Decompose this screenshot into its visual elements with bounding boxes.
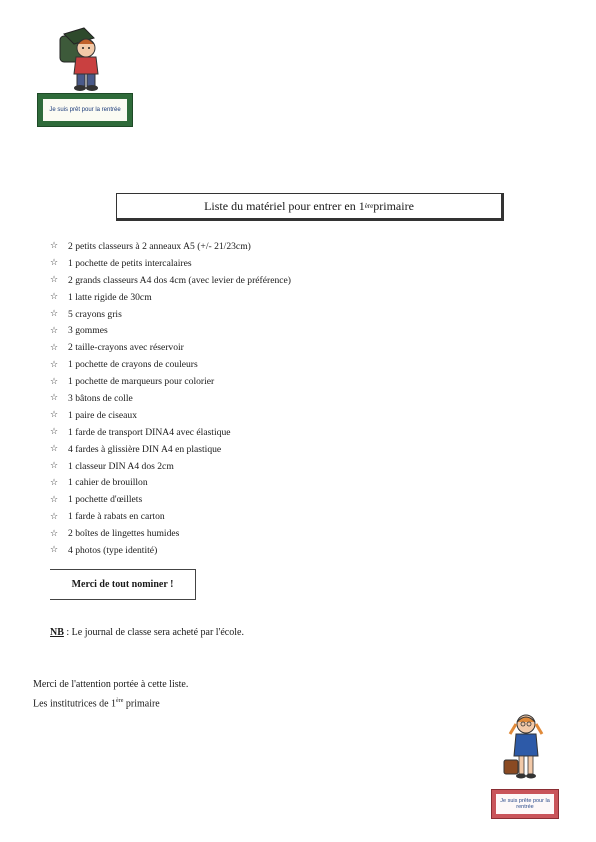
star-icon: ☆ xyxy=(50,342,59,353)
star-icon: ☆ xyxy=(50,376,59,387)
list-item-text: 1 farde de transport DINA4 avec élastique xyxy=(68,426,231,438)
list-item-text: 1 pochette de crayons de couleurs xyxy=(68,359,198,371)
star-icon: ☆ xyxy=(50,292,59,303)
title-sup: ère xyxy=(364,202,374,210)
list-item xyxy=(50,441,291,458)
list-item xyxy=(50,373,291,390)
list-item-text: 1 classeur DIN A4 dos 2cm xyxy=(68,460,174,472)
star-icon: ☆ xyxy=(50,494,59,505)
closing-line-1: Merci de l'attention portée à cette liste. xyxy=(33,679,189,690)
list-item-text: 2 petits classeurs à 2 anneaux A5 (+/- 21/23cm) xyxy=(68,240,251,252)
list-item xyxy=(50,356,291,373)
merci-text: Merci de tout nominer ! xyxy=(71,579,174,590)
nb-label: NB xyxy=(50,627,64,638)
star-icon: ☆ xyxy=(50,545,59,556)
list-item xyxy=(50,339,291,356)
nb-text: : Le journal de classe sera acheté par l'école. xyxy=(63,627,244,638)
list-item-text: 1 cahier de brouillon xyxy=(68,477,148,489)
star-icon: ☆ xyxy=(50,461,59,472)
list-item-text: 1 farde à rabats en carton xyxy=(68,511,165,523)
list-item-text: 1 pochette de marqueurs pour colorier xyxy=(68,376,215,388)
list-item-text: 1 latte rigide de 30cm xyxy=(68,291,152,303)
top-badge-text: Je suis prêt pour la rentrée xyxy=(43,99,127,121)
boy-with-backpack-icon xyxy=(54,22,110,94)
star-icon: ☆ xyxy=(50,309,59,319)
list-item-text: 1 paire de ciseaux xyxy=(68,409,137,421)
star-icon: ☆ xyxy=(50,241,59,252)
page-title xyxy=(116,193,504,221)
list-item xyxy=(50,306,291,323)
list-item xyxy=(50,390,291,407)
nb-note xyxy=(50,627,244,638)
merci-box xyxy=(50,569,196,600)
star-icon: ☆ xyxy=(50,444,59,455)
list-item xyxy=(50,458,291,475)
title-suffix: primaire xyxy=(373,198,414,213)
list-item xyxy=(50,491,291,508)
list-item-text: 5 crayons gris xyxy=(68,308,122,320)
star-icon: ☆ xyxy=(50,359,59,370)
list-item-text: 2 grands classeurs A4 dos 4cm (avec levier de préférence) xyxy=(68,274,291,286)
bottom-badge xyxy=(491,789,559,819)
list-item xyxy=(50,407,291,424)
title-text: Liste du matériel pour entrer en 1 xyxy=(204,198,365,213)
list-item-text: 2 boîtes de lingettes humides xyxy=(68,528,180,540)
star-icon: ☆ xyxy=(50,275,59,286)
star-icon: ☆ xyxy=(50,528,59,539)
list-item-text: 2 taille-crayons avec réservoir xyxy=(68,342,184,354)
list-item-text: 1 pochette de petits intercalaires xyxy=(68,257,192,269)
list-item xyxy=(50,474,291,491)
list-item-text: 3 gommes xyxy=(68,325,108,337)
supplies-list xyxy=(50,238,291,559)
list-item xyxy=(50,525,291,542)
list-item xyxy=(50,238,291,255)
list-item xyxy=(50,322,291,339)
list-item xyxy=(50,424,291,441)
star-icon: ☆ xyxy=(50,325,59,336)
list-item xyxy=(50,508,291,525)
list-item xyxy=(50,255,291,272)
star-icon: ☆ xyxy=(50,477,59,488)
girl-with-schoolbag-icon xyxy=(500,710,550,790)
list-item xyxy=(50,542,291,559)
star-icon: ☆ xyxy=(50,410,59,421)
closing-line-2 xyxy=(33,693,188,712)
star-icon: ☆ xyxy=(50,427,59,438)
bottom-badge-text: Je suis prête pour la rentrée xyxy=(496,794,554,814)
list-item xyxy=(50,272,291,289)
star-icon: ☆ xyxy=(50,393,59,404)
list-item xyxy=(50,289,291,306)
list-item-text: 4 photos (type identité) xyxy=(68,544,158,556)
list-item-text: 1 pochette d'œillets xyxy=(68,494,143,506)
star-icon: ☆ xyxy=(50,258,59,269)
closing-line-2-sup: ère xyxy=(116,698,124,704)
closing-line-2-suffix: primaire xyxy=(123,698,160,710)
list-item-text: 3 bâtons de colle xyxy=(68,392,133,404)
top-badge xyxy=(37,93,133,127)
closing-note xyxy=(33,677,188,712)
star-icon: ☆ xyxy=(50,511,59,522)
closing-line-2-prefix: Les institutrices de 1 xyxy=(33,698,117,710)
list-item-text: 4 fardes à glissière DIN A4 en plastique xyxy=(68,443,222,455)
